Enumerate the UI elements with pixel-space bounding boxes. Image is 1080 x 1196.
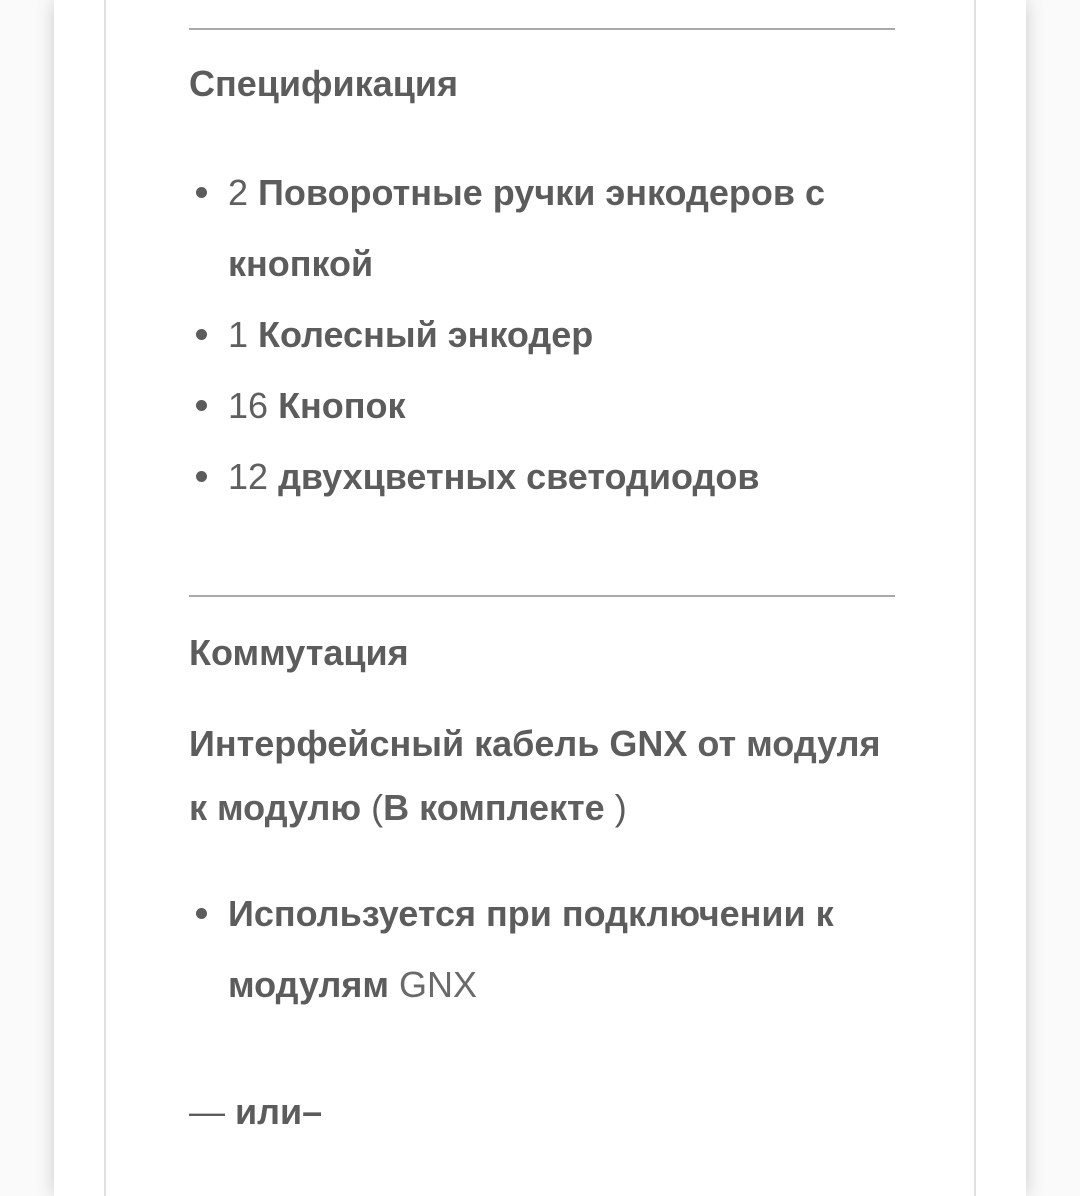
spec-text: Поворотные ручки энкодеров с xyxy=(258,172,826,214)
spec-count: 16 xyxy=(228,385,269,427)
or-dash: — xyxy=(189,1091,225,1133)
spec-text: двухцветных светодиодов xyxy=(278,456,760,498)
module-name: GNX xyxy=(399,964,478,1006)
bullet-icon xyxy=(196,471,207,482)
section-divider xyxy=(189,28,895,30)
cable-paragraph xyxy=(189,712,895,840)
bullet-icon xyxy=(196,329,207,340)
bullet-icon xyxy=(196,400,207,411)
spec-count: 1 xyxy=(228,314,249,356)
included-note: В комплекте xyxy=(383,787,605,829)
spec-section-title: Спецификация xyxy=(189,63,458,104)
list-item xyxy=(189,878,895,1020)
bullet-icon xyxy=(196,908,207,919)
spec-text: Колесный энкодер xyxy=(258,314,594,356)
connection-text: Используется при подключении к xyxy=(228,893,834,935)
or-label: или– xyxy=(235,1091,323,1133)
list-item xyxy=(189,441,895,512)
spec-count: 2 xyxy=(228,172,249,214)
connection-section-title: Коммутация xyxy=(189,632,409,674)
cable-name: Интерфейсный кабель GNX xyxy=(189,723,688,765)
cable-route-continued: к модулю xyxy=(189,787,362,829)
connection-list xyxy=(189,878,895,1020)
paren-open: ( xyxy=(371,787,384,829)
or-separator xyxy=(189,1080,895,1144)
connection-text-continued: модулям xyxy=(228,964,390,1006)
spec-text-continued: кнопкой xyxy=(228,243,374,285)
spec-text: Кнопок xyxy=(278,385,406,427)
spec-list xyxy=(189,157,895,512)
list-item xyxy=(189,370,895,441)
bullet-icon xyxy=(196,187,207,198)
list-item xyxy=(189,299,895,370)
list-item xyxy=(189,157,895,299)
product-description xyxy=(189,0,895,1144)
paren-close: ) xyxy=(614,787,627,829)
spec-count: 12 xyxy=(228,456,269,498)
content-card xyxy=(104,0,976,1196)
section-divider xyxy=(189,595,895,597)
cable-route: от модуля xyxy=(697,723,881,765)
